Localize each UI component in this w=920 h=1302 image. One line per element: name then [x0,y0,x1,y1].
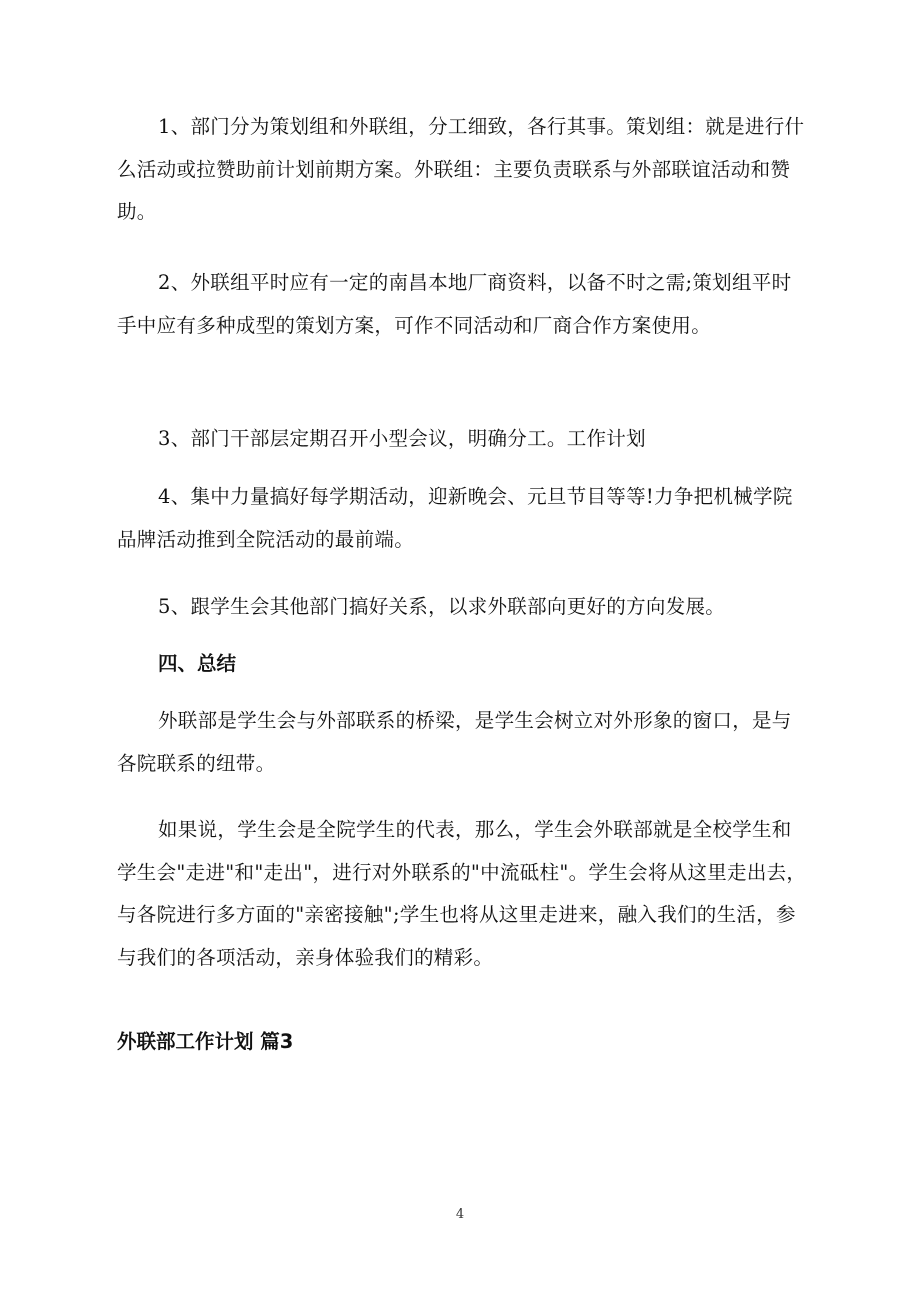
paragraph-item-2: 2、外联组平时应有一定的南昌本地厂商资料，以备不时之需;策划组平时手中应有多种成型的策划方案，可作不同活动和厂商合作方案使用。 [117,271,792,337]
next-section-title: 外联部工作计划 篇3 [117,1030,294,1053]
summary-paragraph-2: 如果说，学生会是全院学生的代表，那么，学生会外联部就是全校学生和学生会"走进"和"走出"，进行对外联系的"中流砥柱"。学生会将从这里走出去，与各院进行多方面的"亲密接触";学生也将从这里走进来，融入我们的生活，参与我们的各项活动，亲身体验我们的精彩。 [117,818,807,969]
paragraph-item-4: 4、集中力量搞好每学期活动，迎新晚会、元旦节目等等!力争把机械学院品牌活动推到全院活动的最前端。 [117,485,793,551]
paragraph-item-5: 5、跟学生会其他部门搞好关系，以求外联部向更好的方向发展。 [158,595,726,618]
section-heading: 四、总结 [158,652,237,675]
summary-paragraph-1: 外联部是学生会与外部联系的桥梁，是学生会树立对外形象的窗口，是与各院联系的纽带。 [117,709,792,775]
page-number: 4 [455,1207,465,1222]
paragraph-item-3: 3、部门干部层定期召开小型会议，明确分工。工作计划 [158,427,646,450]
paragraph-item-1: 1、部门分为策划组和外联组，分工细致，各行其事。策划组：就是进行什么活动或拉赞助前计划前期方案。外联组：主要负责联系与外部联谊活动和赞助。 [117,115,805,223]
